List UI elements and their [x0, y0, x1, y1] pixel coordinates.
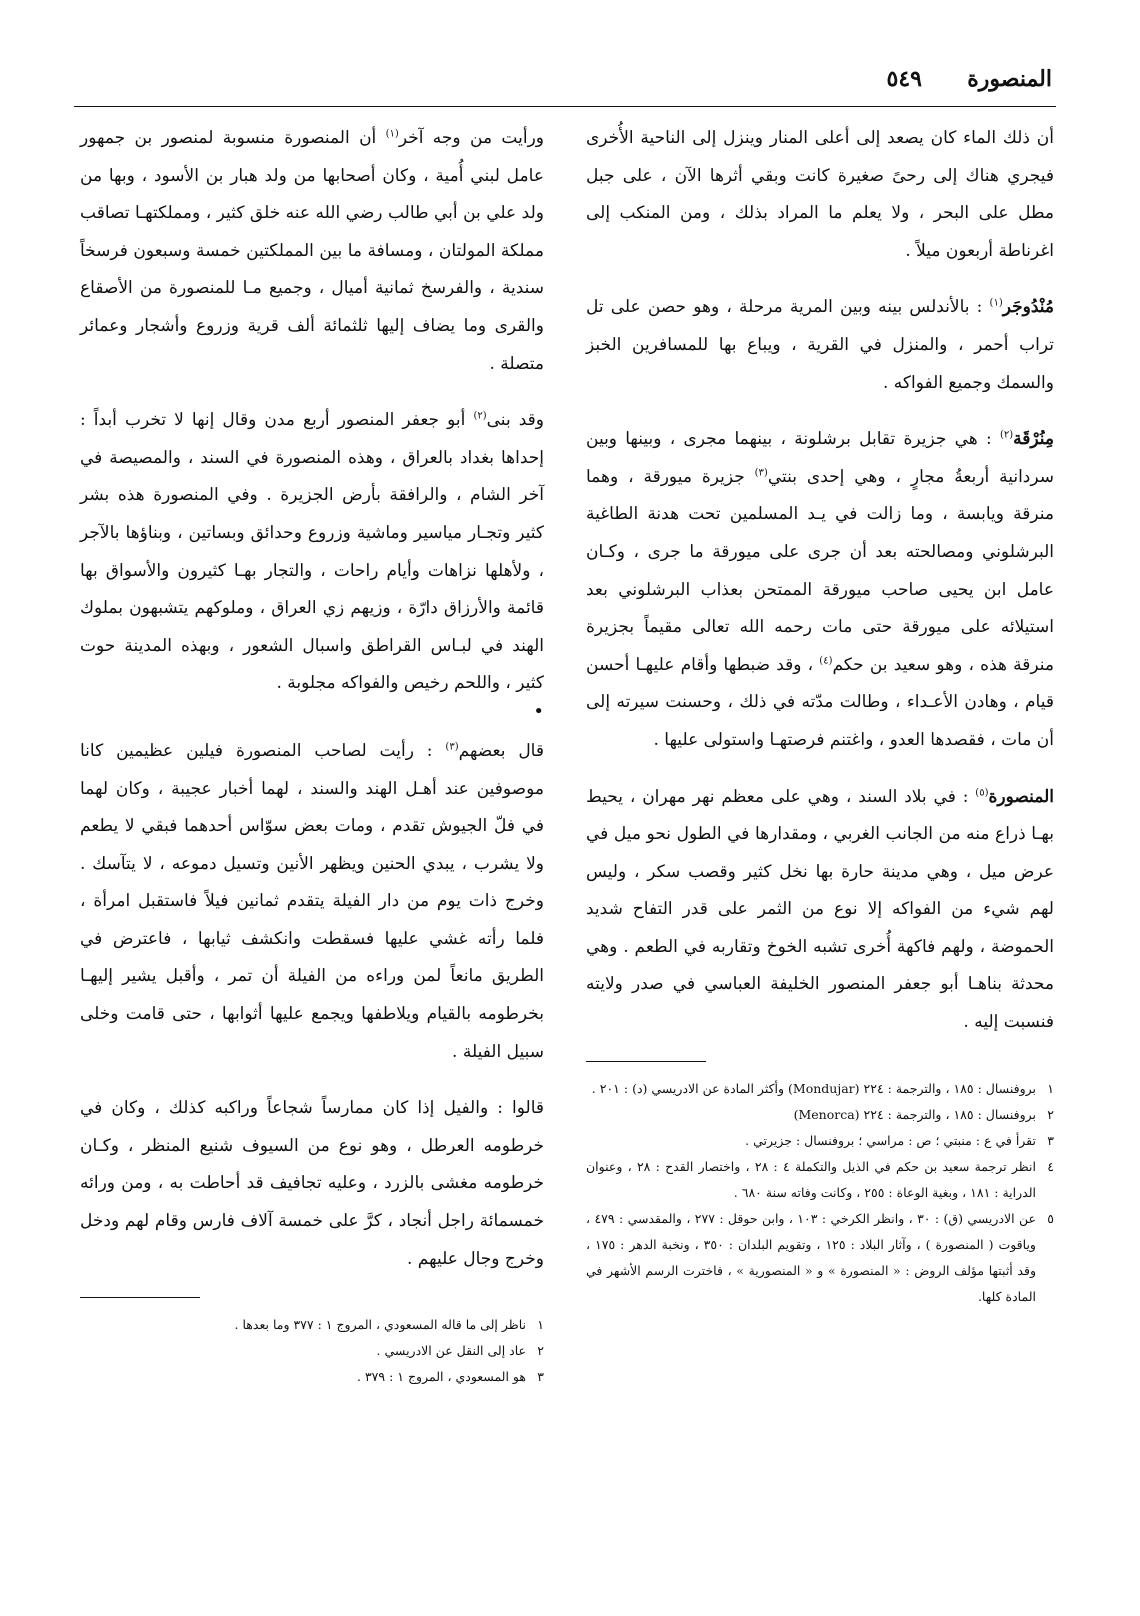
page-header: [80, 66, 1052, 100]
footnotes: [80, 1312, 544, 1390]
paragraph: أن ذلك الماء كان يصعد إلى أعلى المنار وينزل إلى الناحية الأُخرى فيجري هناك إلى رحىً صغيرة كانت وبقي أثرها الآن ، على جبل مطل على البحر ، ولا يعلم ما المراد بذلك ، ومن المنكب إلى اغرناطة أربعون ميلاً .: [586, 128, 1054, 261]
footnote: ٢ عاد إلى النقل عن الادريسي .: [376, 1343, 544, 1359]
footnote: ١ ناظر إلى ما قاله المسعودي ، المروج ١ : ٣٧٧ وما بعدها .: [234, 1317, 544, 1333]
footnote: ٢ بروفنسال : ١٨٥ ، والترجمة : ٢٢٤ (Menorca): [793, 1106, 1054, 1122]
entry-title: مِنُرْقَة: [1013, 429, 1054, 450]
footnote-ref: (٣): [445, 741, 459, 753]
footnote: ٣ تقرأ في ع : منبتي ؛ ص : مراسي ؛ بروفنسال : جزيرتي .: [745, 1132, 1054, 1148]
footnote-ref: (٢): [473, 410, 487, 422]
right-column: [586, 120, 1054, 1310]
footnote: ٣ هو المسعودي ، المروج ١ : ٣٧٩ .: [357, 1369, 544, 1385]
entry-title: مُنْدُوجَر: [1002, 297, 1054, 318]
entry-mondujar: مُنْدُوجَر$^{(١)}$ : بالأندلس بينه وبين المرية مرحلة ، وهو حصن على تل تراب أحمر ، والمنزل في القرية ، ويباع بها للمسافرين الخبز والسمك وجميع الفواكه .: [586, 297, 1054, 393]
entry-title: المنصورة: [988, 786, 1054, 807]
footnote-ref: (٥): [975, 786, 989, 798]
paragraph: قال بعضهم$^{(٣)}$ : رأيت لصاحب المنصورة فيلين عظيمين كانا موصوفين عند أهـل الهند والسند ، لهما أخبار عجيبة ، وكان لهما في فلّ الجيوش تقدم ، ومات بعض سوّاس أحدهما فبقي لا يطعم ولا يشرب ، يبدي الحنين ويظهر الأنين وتسيل دموعه ، لا يتآسك . وخرج ذات يوم من دار الفيلة يتقدم ثمانين فيلاً فاستقبل امرأة ، فلما رأته غشي عليها فسقطت وانكشف ثيابها ، فاعترض في الطريق مانعاً لمن وراءه من الفيلة أن تمر ، وأقبل يشير إليهـا بخرطومه بالقيام ويلاطفها ويجمع عليها أثوابها ، حتى قامت وخلى سبيل الفيلة .: [80, 740, 544, 1062]
footnote-ref: (١): [989, 297, 1003, 309]
left-column: [80, 120, 544, 1390]
separator-dot: •: [533, 700, 544, 722]
footnote-ref: (٤): [819, 655, 833, 667]
footnote-ref: (١): [385, 128, 399, 140]
footnotes: [586, 1076, 1054, 1310]
footnote: ١ بروفنسال : ١٨٥ ، والترجمة : ٢٢٤ (Mondujar) وأكثر المادة عن الادريسي (د) : ٢٠١ .: [591, 1080, 1054, 1096]
page-number: ٥٤٩: [886, 66, 922, 92]
footnote-ref: (٣): [754, 467, 768, 479]
header-rule: [74, 106, 1056, 107]
paragraph: قالوا : والفيل إذا كان ممارساً شجاعاً وراكبه كذلك ، وكان في خرطومه العرطل ، وهو نوع من السيوف شنيع المنظر ، وكـان خرطومه مغشى بالزرد ، وعليه تجافيف قد أحاطت به ، ومن ورائه خمسمائة راجل أنجاد ، كرَّ على خمسة آلاف فارس وقام لهم ودخل وخرج وجال عليهم .: [80, 1098, 544, 1269]
running-title: المنصورة: [967, 66, 1052, 92]
footnote-rule: [80, 1297, 200, 1298]
entry-mansura: المنصورة$^{(٥)}$ : في بلاد السند ، وهي على معظم نهر مهران ، يحيط بهـا ذراع منه من الجانب الغربي ، ومقدارها في الطول نحو ميل في عرض ميل ، وهي مدينة حارة بها نخل كثير وقصب سكر ، وليس لهم شيء من الفواكه إلا نوع من الثمر على قدر التفاح شديد الحموضة ، ولهم فاكهة أُخرى تشبه الخوخ وتقاربه في الطعم . وهي محدثة بناهـا أبو جعفر المنصور الخليفة العباسي في صدر ولايته فنسبت إليه .: [586, 786, 1054, 1033]
footnote: ٥ عن الادريسي (ق) : ٣٠ ، وانظر الكرخي : ١٠٣ ، وابن حوقل : ٢٧٧ ، والمقدسي : ٤٧٩ ، وياقوت ( المنصورة ) ، وآثار البلاد : ١٢٥ ، وتقويم البلدان : ٣٥٠ ، ونخبة الدهر : ١٧٥ ، وقد أثبتها مؤلف الروض : « المنصورة » و « المنصورية » ، فاخترت الرسم الأشهر في المادة كلها.: [586, 1210, 1054, 1304]
entry-minorca: مِنُرْقَة$^{(٢)}$ : هي جزيرة تقابل برشلونة ، بينهما مجرى ، وبينها وبين سردانية أربعةُ مجارٍ ، وهي إحدى بنتي$^{(٣)}$ جزيرة ميورقة ، وهما منرقة ويابسة ، وما زالت في يـد المسلمين تحت هدنة الطاغية البرشلوني ومصالحته بعد أن جرى على ميورقة ما جرى ، وكـان عامل ابن يحيى صاحب ميورقة الممتحن بعذاب البرشلوني بعد استيلائه على ميورقة حتى مات رحمه الله تعالى مقيماً بجزيرة منرقة هذه ، وهو سعيد بن حكم$^{(٤)}$ ، وقد ضبطها وأقام عليهـا أحسن قيام ، وهادن الأعـداء ، وطالت مدّته في ذلك ، وحسنت سيرته إلى أن مات ، فقصدها العدو ، واغتنم فرصتهـا واستولى عليها .: [586, 429, 1054, 750]
paragraph: وقد بنى$^{(٢)}$ أبو جعفر المنصور أربع مدن وقال إنها لا تخرب أبداً : إحداها بغداد بالعراق ، وهذه المنصورة في السند ، والمصيصة في آخر الشام ، والرافقة بأرض الجزيرة . وفي المنصورة هذه بشر كثير وتجـار مياسير وماشية وزروع وحدائق وبساتين ، وبناؤها بالآجر ، ولأهلها نزاهات وأيام راحات ، والتجار بهـا كثيرون والأسواق بها قائمة والأرزاق دارّة ، وزيهم زي العراق ، وملوكهم يتشبهون بملوك الهند في لبـاس القراطق واسبال الشعور ، وبهذه المدينة حوت كثير ، واللحم رخيص والفواكه مجلوبة .: [80, 410, 545, 694]
footnote: ٤ انظر ترجمة سعيد بن حكم في الذيل والتكملة ٤ : ٢٨ ، واختصار القدح : ٢٨ ، وعنوان الدراية : ١٨١ ، وبغية الوعاة : ٢٥٥ ، وكانت وفاته سنة ٦٨٠ .: [586, 1158, 1054, 1200]
footnote-rule: [586, 1061, 706, 1062]
paragraph: ورأيت من وجه آخر$^{(١)}$ أن المنصورة منسوبة لمنصور بن جمهور عامل لبني أُمية ، وكان أصحابها من ولد هبار بن الأسود ، وبها من ولد علي بن أبي طالب رضي الله عنه خلق كثير ، ومملكتهـا تصاقب مملكة المولتان ، ومسافة ما بين المملكتين خمسة وسبعون فرسخاً سندية ، والفرسخ ثمانية أميال ، وجميع مـا للمنصورة من الأصقاع والقرى وما يضاف إليها ثلثمائة ألف قرية وزروع وأشجار وعمائر متصلة .: [80, 128, 544, 374]
footnote-ref: (٢): [999, 429, 1014, 441]
